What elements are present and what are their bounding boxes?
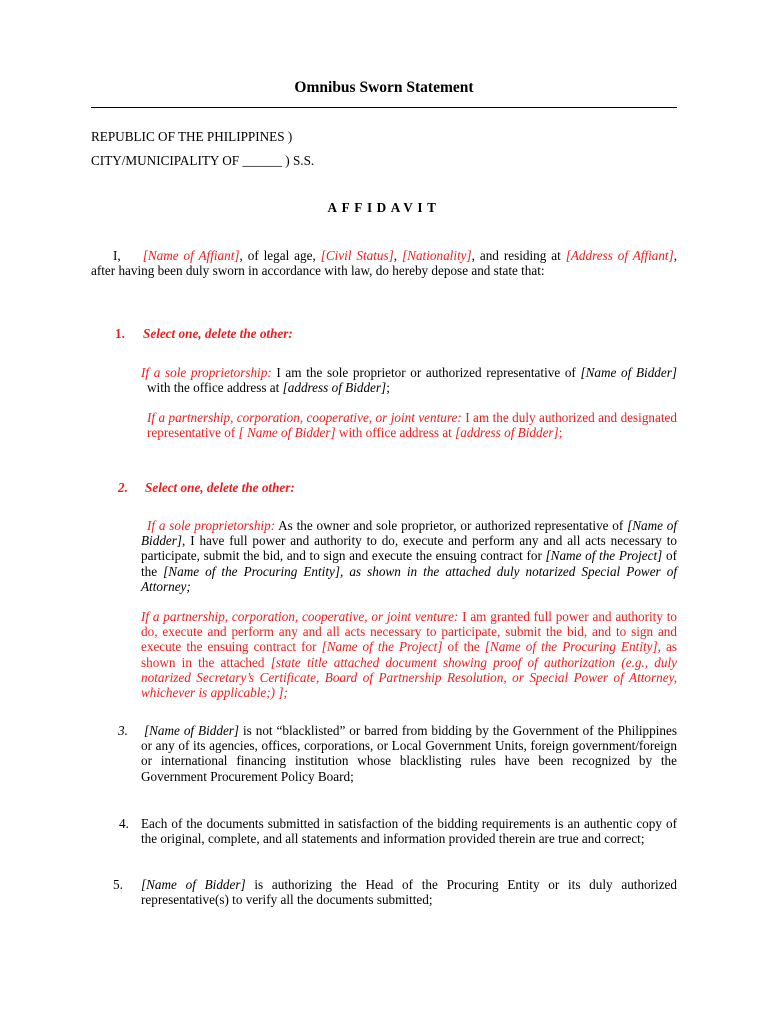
placeholder-name-of-affiant: [Name of Affiant]	[142, 248, 240, 263]
item-1-partnership-paragraph	[147, 410, 677, 440]
placeholder-address-of-bidder: [address of Bidder]	[455, 425, 559, 441]
item-5-number: 5.	[113, 877, 123, 892]
placeholder-name-of-bidder: [Name of Bidder]	[580, 365, 678, 380]
placeholder-name-of-bidder: [ Name of Bidder]	[238, 425, 336, 441]
placeholder-nationality: [Nationality]	[402, 248, 472, 263]
item-5-paragraph	[141, 877, 677, 907]
item-4-paragraph	[141, 816, 677, 846]
intro-text-3: , after having been duly sworn in accordance with law, do hereby depose and state that:	[91, 248, 678, 279]
item-3-number: 3.	[118, 723, 128, 738]
intro-paragraph	[91, 248, 677, 278]
item-1-instruction: Select one, delete the other:	[143, 326, 293, 341]
header-city: CITY/MUNICIPALITY OF ______ ) S.S.	[91, 153, 315, 168]
item-1-partnership-text-1: I am the duly authorized and designated representative of	[147, 410, 677, 441]
item-1-sole-text-2: with the office address at	[147, 380, 283, 396]
placeholder-address-of-bidder: [address of Bidder]	[282, 380, 387, 396]
item-1-sole-text-1: I am the sole proprietor or authorized representative of	[271, 365, 581, 380]
item-2-sole-text-1: As the owner and sole proprietor, or authorized representative of	[275, 518, 628, 533]
placeholder-name-of-bidder: [Name of Bidder]	[144, 723, 240, 738]
item-4-text: Each of the documents submitted in satisfaction of the bidding requirements is an authentic copy of the original, complete, and all statements and information provided therein are true and correct;	[141, 816, 677, 847]
item-2-partnership-text-1: I am granted full power and authority to do, execute and perform any and all acts necessary to participate, submit the bid, and to sign and execute the ensuing contract for	[141, 609, 677, 655]
placeholder-civil-status: [Civil Status]	[320, 248, 394, 263]
header-republic: REPUBLIC OF THE PHILIPPINES )	[91, 129, 293, 144]
item-3-text: is not “blacklisted” or barred from bidding by the Government of the Philippines or any of its agencies, offices, corporations, or Local Government Units, foreign government/foreign or international financing institution whose blacklisting rules have been recognized by the Government Procurement Policy Board;	[141, 723, 677, 784]
item-1-sole-label: If a sole proprietorship:	[141, 365, 272, 380]
item-1-sole-paragraph	[141, 365, 678, 396]
intro-comma: ,	[393, 248, 403, 263]
item-2-partnership-text-2: of the	[442, 639, 485, 655]
document-title: Omnibus Sworn Statement	[294, 79, 474, 96]
placeholder-procuring-entity: [Name of the Procuring Entity], as shown in the attached duly notarized Special Power of Attorney;	[141, 563, 677, 594]
title-rule	[91, 107, 677, 108]
intro-text-1: , of legal age,	[239, 248, 321, 263]
placeholder-authorization-document: [state title attached document showing proof of authorization (e.g., duly notarized Secretary’s Certificate, Board of Partnership Resolution, or Special Power of Attorney, whichever is applicable;) ];	[141, 654, 677, 701]
item-1-number: 1.	[115, 326, 125, 341]
item-2-sole-text-2: , I have full power and authority to do, execute and perform any and all acts necessary to participate, submit the bid, and to sign and execute the ensuing contract for	[141, 533, 677, 564]
item-2-sole-paragraph	[141, 518, 677, 594]
placeholder-name-of-bidder: [Name of Bidder]	[141, 877, 246, 892]
intro-i: I,	[113, 248, 121, 263]
item-3-paragraph	[141, 723, 677, 784]
item-2-sole-text-3: of the	[141, 548, 677, 579]
item-1-partnership-text-3: ;	[558, 425, 563, 441]
item-2-partnership-paragraph	[141, 609, 677, 700]
item-4-number: 4.	[119, 816, 129, 831]
item-1-sole-text-3: ;	[386, 380, 390, 396]
item-2-number: 2.	[118, 480, 128, 495]
item-1-partnership-label: If a partnership, corporation, cooperative, or joint venture:	[147, 410, 462, 425]
placeholder-address-of-affiant: [Address of Affiant]	[565, 248, 674, 263]
placeholder-name-of-project: [Name of the Project]	[545, 548, 663, 564]
placeholder-name-of-bidder: [Name of Bidder]	[141, 518, 678, 549]
item-1-partnership-text-2: with office address at	[335, 425, 456, 441]
item-5-text: is authorizing the Head of the Procuring Entity or its duly authorized representative(s) to verify all the documents submitted;	[141, 877, 677, 908]
placeholder-name-of-project: [Name of the Project]	[321, 639, 443, 655]
affidavit-heading: AFFIDAVIT	[327, 200, 441, 215]
placeholder-procuring-entity: [Name of the Procuring Entity]	[484, 639, 658, 655]
item-2-partnership-label: If a partnership, corporation, cooperative, or joint venture:	[141, 609, 459, 624]
item-2-instruction: Select one, delete the other:	[145, 480, 295, 495]
intro-text-2: , and residing at	[471, 248, 566, 263]
item-2-partnership-text-3: , as shown in the attached	[141, 639, 677, 670]
item-2-sole-label: If a sole proprietorship:	[147, 518, 276, 533]
